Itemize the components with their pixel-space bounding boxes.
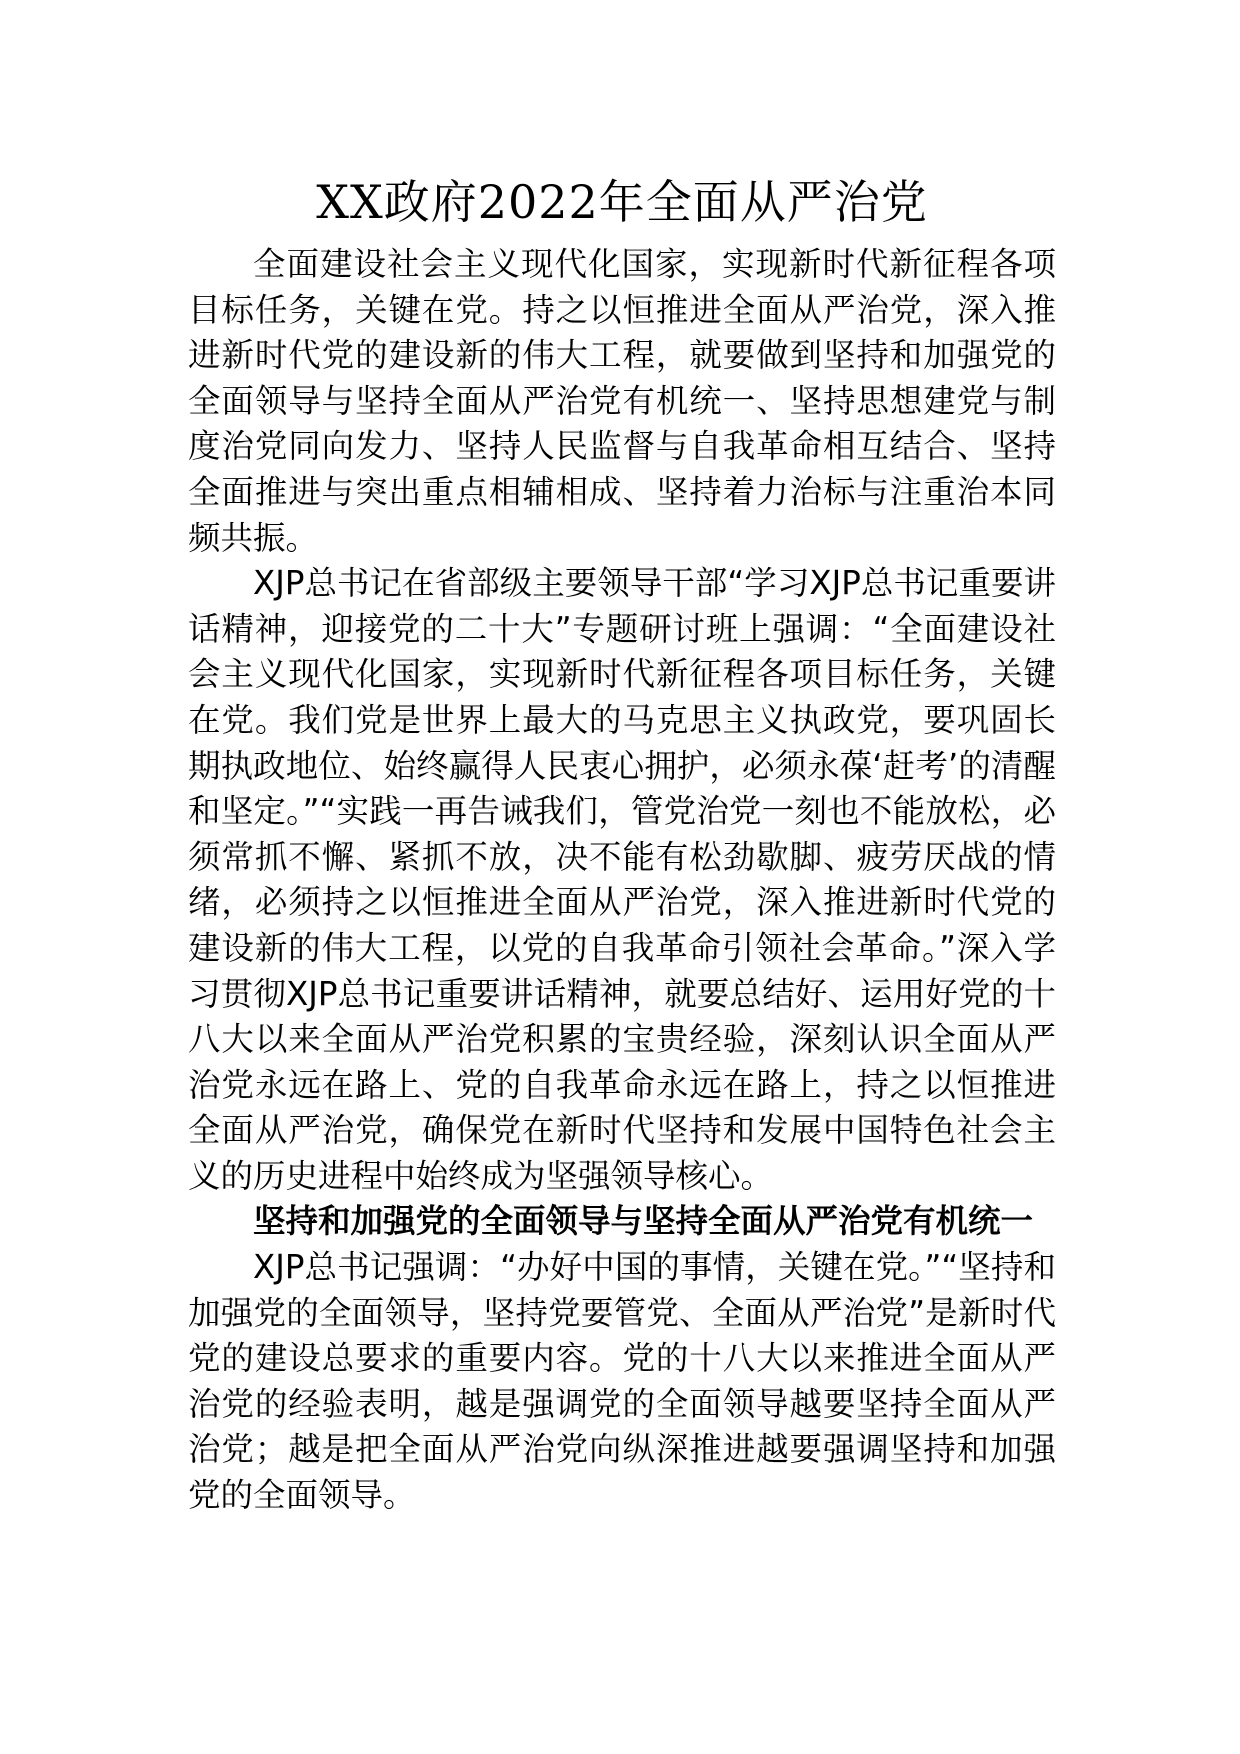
section-heading: 坚持和加强党的全面领导与坚持全面从严治党有机统一 xyxy=(253,1202,1034,1241)
section-paragraph: XJP总书记强调：“办好中国的事情，关键在党。”“坚持和加强党的全面领导，坚持党要管党、全面从严治党”是新时代党的建设总要求的重要内容。党的十八大以来推进全面从严治党的经验表明，越是强调党的全面领导越要坚持全面从严治党；越是把全面从严治党向纵深推进越要强调坚持和加强党的全面领导。 xyxy=(188,1248,1056,1515)
document-title: XX政府2022年全面从严治党 xyxy=(316,175,928,229)
intro-paragraph: 全面建设社会主义现代化国家，实现新时代新征程各项目标任务，关键在党。持之以恒推进全面从严治党，深入推进新时代党的建设新的伟大工程，就要做到坚持和加强党的全面领导与坚持全面从严治党有机统一、坚持思想建党与制度治党同向发力、坚持人民监督与自我革命相互结合、坚持全面推进与突出重点相辅相成、坚持着力治标与注重治本同频共振。 xyxy=(188,245,1056,557)
quote-paragraph: XJP总书记在省部级主要领导干部“学习XJP总书记重要讲话精神，迎接党的二十大”专题研讨班上强调：“全面建设社会主义现代化国家，实现新时代新征程各项目标任务，关键在党。我们党是世界上最大的马克思主义执政党，要巩固长期执政地位、始终赢得人民衷心拥护，必须永葆‘赶考’的清醒和坚定。”“实践一再告诫我们，管党治党一刻也不能放松，必须常抓不懈、紧抓不放，决不能有松劲歇脚、疲劳厌战的情绪，必须持之以恒推进全面从严治党，深入推进新时代党的建设新的伟大工程，以党的自我革命引领社会革命。”深入学习贯彻XJP总书记重要讲话精神，就要总结好、运用好党的十八大以来全面从严治党积累的宝贵经验，深刻认识全面从严治党永远在路上、党的自我革命永远在路上，持之以恒推进全面从严治党，确保党在新时代坚持和发展中国特色社会主义的历史进程中始终成为坚强领导核心。 xyxy=(188,564,1056,1195)
document-page xyxy=(188,170,1056,1519)
